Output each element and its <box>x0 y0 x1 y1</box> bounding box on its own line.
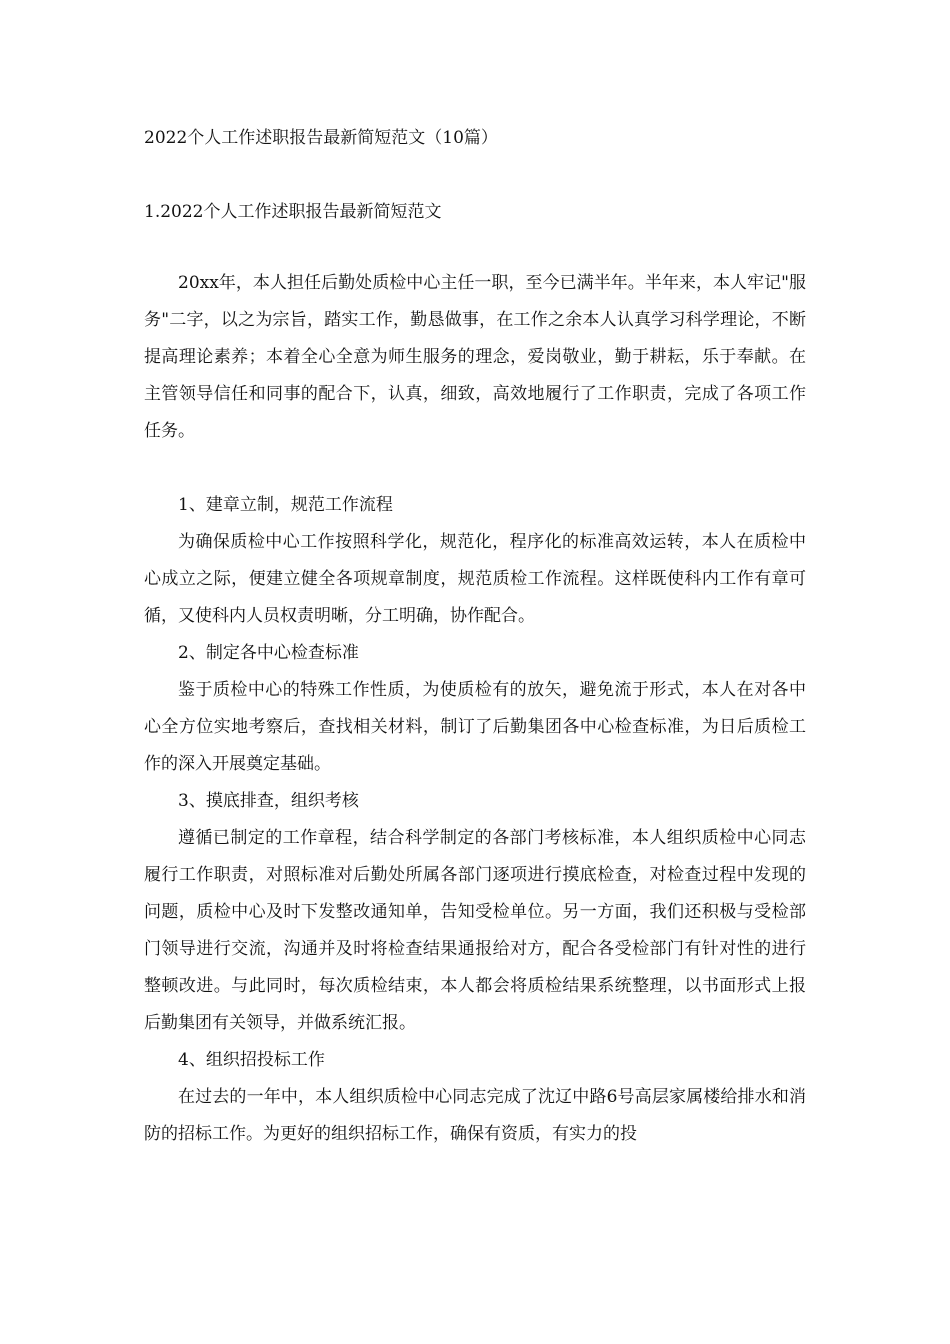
section-heading: 4、组织招投标工作 <box>178 1050 325 1070</box>
section-paragraph: 鉴于质检中心的特殊工作性质，为使质检有的放矢，避免流于形式，本人在对各中心全方位实地考察后，查找相关材料，制订了后勤集团各中心检查标准，为日后质检工作的深入开展奠定基础。 <box>144 680 806 774</box>
article-title: 1.2022个人工作述职报告最新简短范文 <box>144 202 442 222</box>
sections-block <box>144 487 806 1153</box>
section-paragraph: 为确保质检中心工作按照科学化，规范化，程序化的标准高效运转，本人在质检中心成立之际，便建立健全各项规章制度，规范质检工作流程。这样既使科内工作有章可循，又使科内人员权责明晰，分工明确，协作配合。 <box>144 532 806 626</box>
intro-block <box>144 265 806 450</box>
document-title: 2022个人工作述职报告最新简短范文（10篇） <box>144 128 498 148</box>
intro-paragraph: 20xx年，本人担任后勤处质检中心主任一职，至今已满半年。半年来，本人牢记"服务"二字，以之为宗旨，踏实工作，勤恳做事，在工作之余本人认真学习科学理论，不断提高理论素养；本着全心全意为师生服务的理念，爱岗敬业，勤于耕耘，乐于奉献。在主管领导信任和同事的配合下，认真，细致，高效地履行了工作职责，完成了各项工作任务。 <box>144 273 806 441</box>
section-heading: 2、制定各中心检查标准 <box>178 643 359 663</box>
section-heading: 1、建章立制，规范工作流程 <box>178 495 393 515</box>
section-paragraph: 遵循已制定的工作章程，结合科学制定的各部门考核标准，本人组织质检中心同志履行工作职责，对照标准对后勤处所属各部门逐项进行摸底检查，对检查过程中发现的问题，质检中心及时下发整改通知单，告知受检单位。另一方面，我们还积极与受检部门领导进行交流，沟通并及时将检查结果通报给对方，配合各受检部门有针对性的进行整顿改进。与此同时，每次质检结束，本人都会将质检结果系统整理，以书面形式上报后勤集团有关领导，并做系统汇报。 <box>144 828 806 1033</box>
section-heading: 3、摸底排查，组织考核 <box>178 791 359 811</box>
section-paragraph: 在过去的一年中，本人组织质检中心同志完成了沈辽中路6号高层家属楼给排水和消防的招标工作。为更好的组织招标工作，确保有资质，有实力的投 <box>144 1087 806 1144</box>
